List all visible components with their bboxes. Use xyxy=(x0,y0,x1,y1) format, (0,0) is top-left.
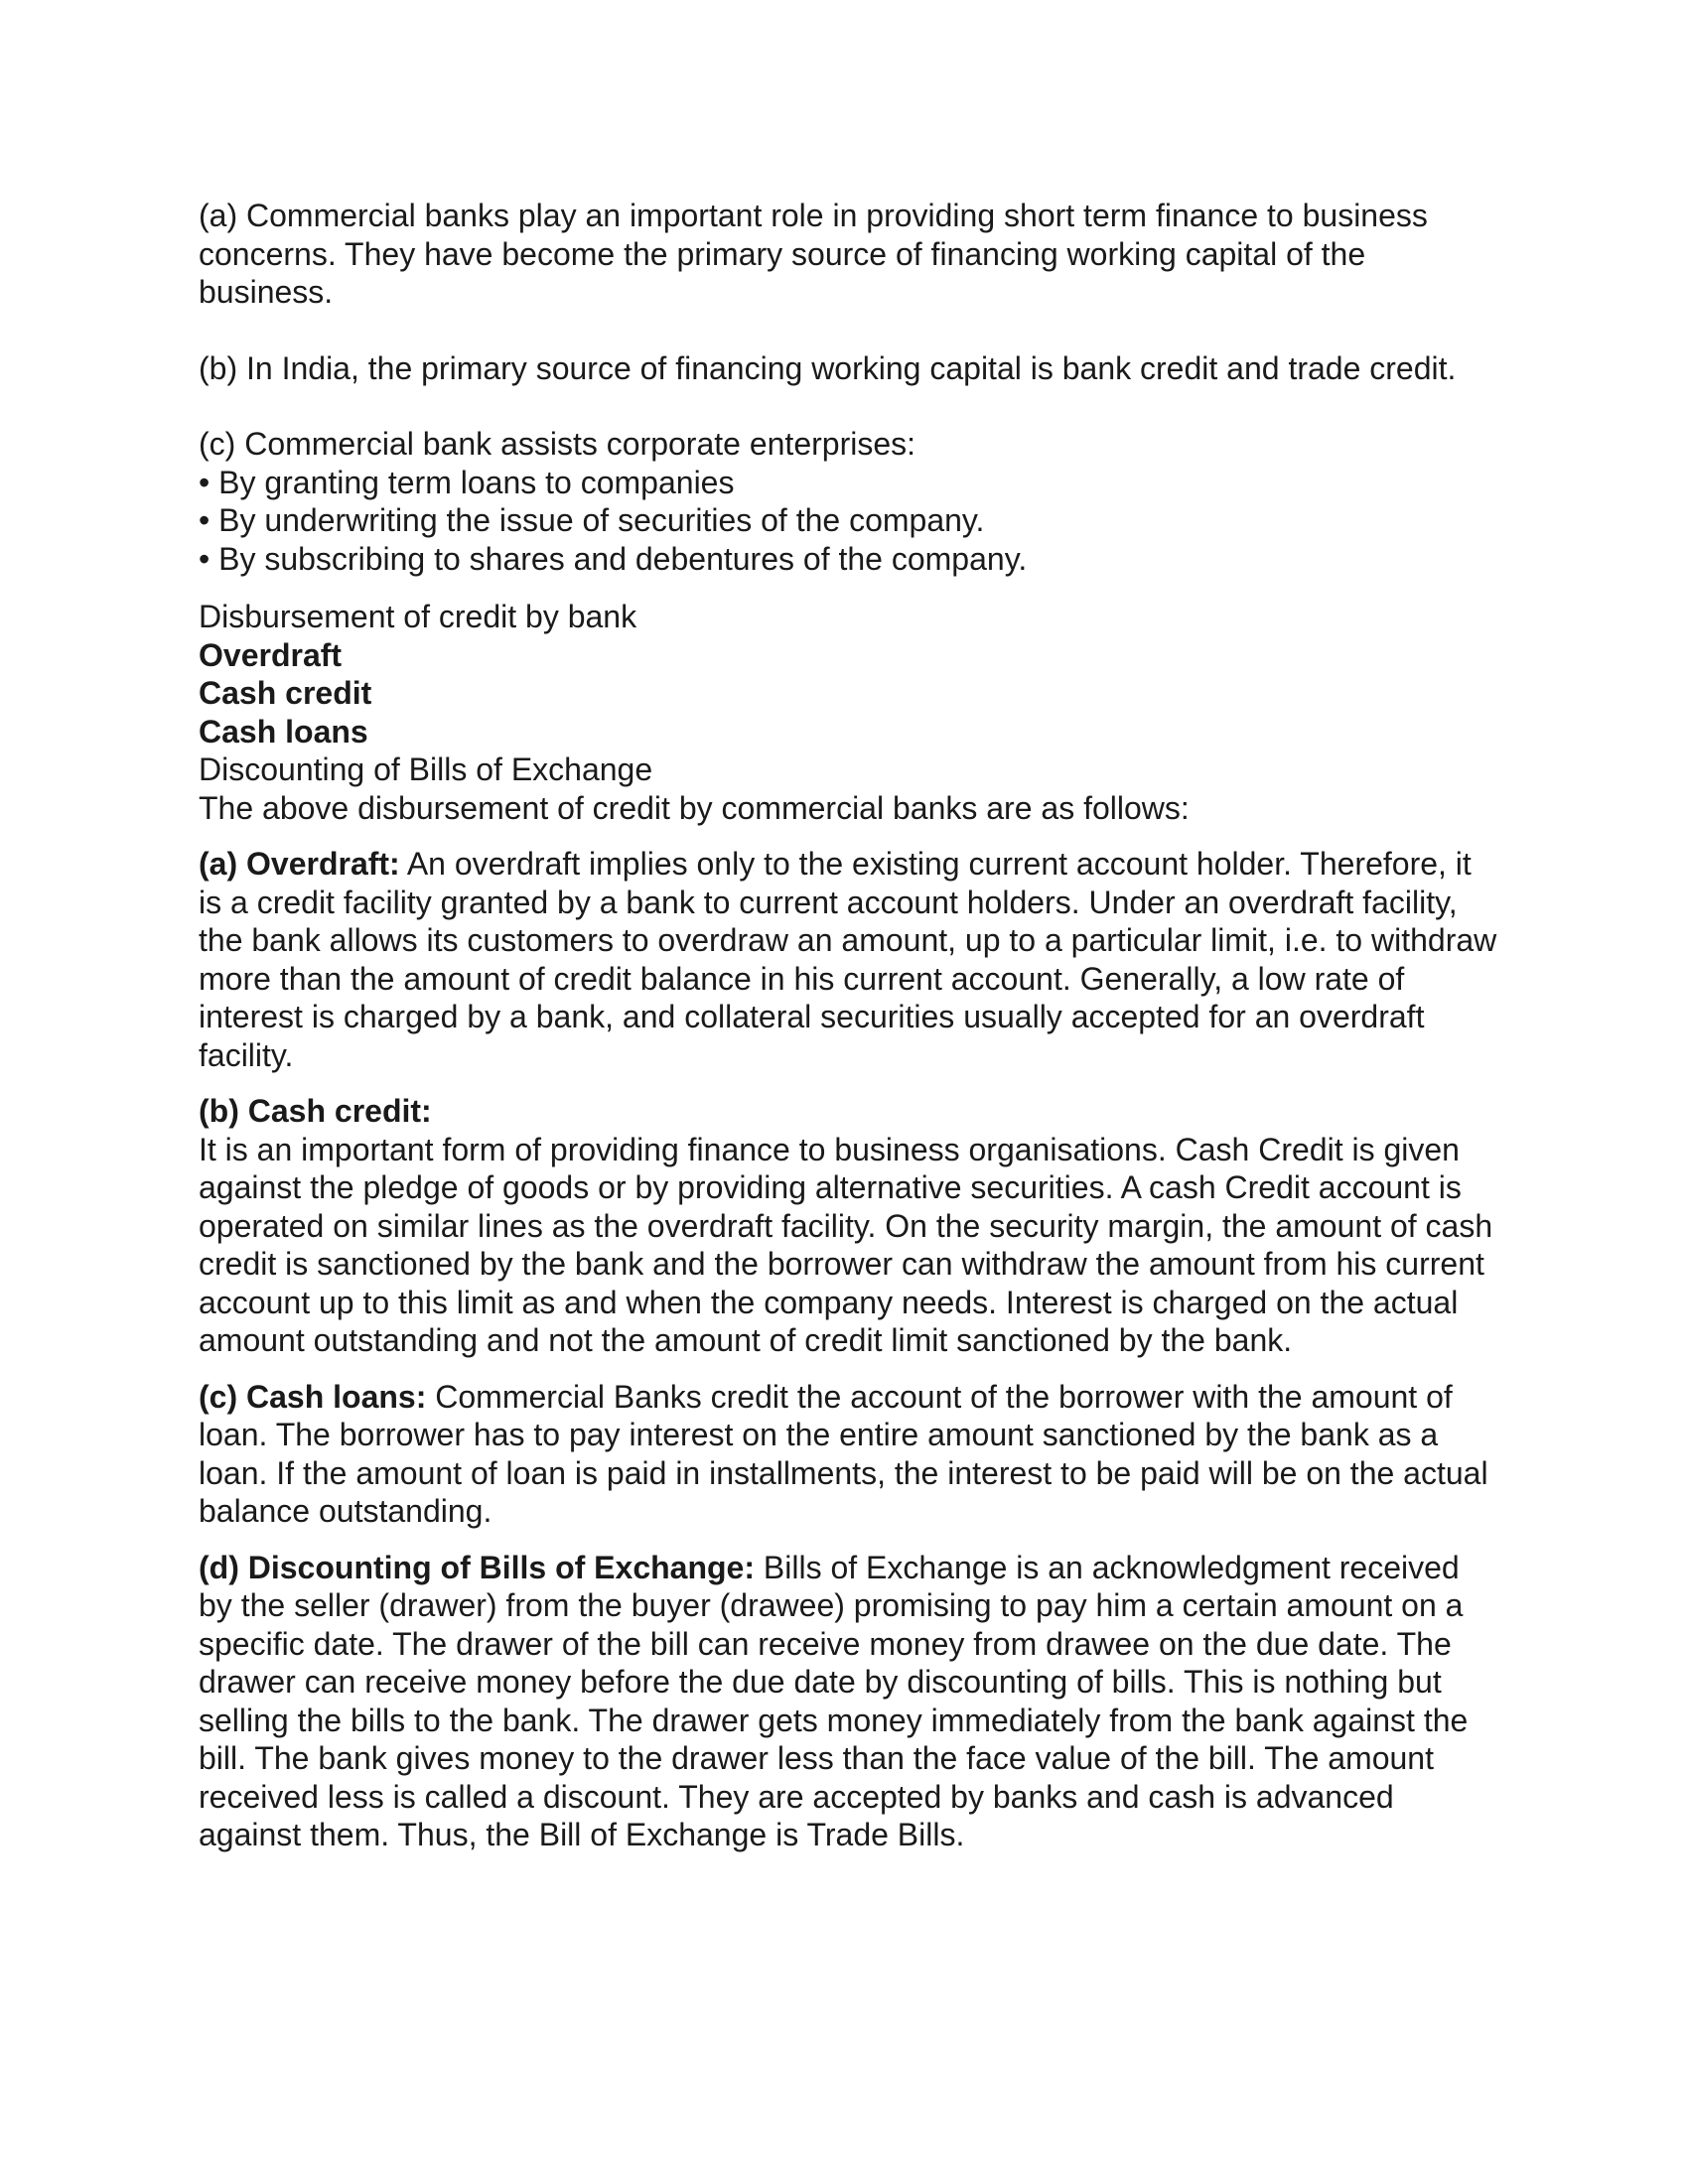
section-cash-loans xyxy=(199,1378,1499,1531)
disbursement-item-cash-loans: Cash loans xyxy=(199,713,368,750)
section-body: Bills of Exchange is an acknowledgment received by the seller (drawer) from the buyer (drawee) promising to pay him a certain amount on a specific date. The drawer of the bill can receive money from drawee on the due date. The drawer can receive money before the due date by discounting of bills. This is nothing but selling the bills to the bank. The drawer gets money immediately from the bank against the bill. The bank gives money to the drawer less than the face value of the bill. The amount received less is called a discount. They are accepted by banks and cash is advanced against them. Thus, the Bill of Exchange is Trade Bills. xyxy=(199,1549,1469,1852)
disbursement-summary: The above disbursement of credit by commercial banks are as follows: xyxy=(199,789,1190,826)
section-body: It is an important form of providing finance to business organisations. Cash Credit is given against the pledge of goods or by providing alternative securities. A cash Credit account is operated on similar lines as the overdraft facility. On the security margin, the amount of cash credit is sanctioned by the bank and the borrower can withdraw the amount from his current account up to this limit as and when the company needs. Interest is charged on the actual amount outstanding and not the amount of credit limit sanctioned by the bank. xyxy=(199,1131,1493,1358)
bullet-list xyxy=(199,464,1499,579)
section-title: (c) Cash loans: xyxy=(199,1378,427,1415)
section-body: Commercial Banks credit the account of the borrower with the amount of loan. The borrower has to pay interest on the entire amount sanctioned by the bank as a loan. If the amount of loan is paid in installments, the interest to be paid will be on the actual balance outstanding. xyxy=(199,1378,1488,1529)
intro-paragraph-b: (b) In India, the primary source of financing working capital is bank credit and trade credit. xyxy=(199,349,1457,386)
list-item: • By subscribing to shares and debentures of the company. xyxy=(199,540,1499,579)
list-item: • By underwriting the issue of securities of the company. xyxy=(199,501,1499,540)
disbursement-item-cash-credit: Cash credit xyxy=(199,675,372,711)
section-cash-credit xyxy=(199,1092,1499,1360)
section-title: (d) Discounting of Bills of Exchange: xyxy=(199,1549,755,1585)
disbursement-item-discounting: Discounting of Bills of Exchange xyxy=(199,751,653,787)
disbursement-block xyxy=(199,598,1499,827)
disbursement-item-overdraft: Overdraft xyxy=(199,636,343,673)
list-item: • By granting term loans to companies xyxy=(199,464,1499,502)
section-title: (b) Cash credit: xyxy=(199,1093,432,1129)
section-body: An overdraft implies only to the existing current account holder. Therefore, it is a credit facility granted by a bank to current account holders. Under an overdraft facility, the bank allows its customers to overdraw an amount, up to a particular limit, i.e. to withdraw more than the amount of credit balance in his current account. Generally, a low rate of interest is charged by a bank, and collateral securities usually accepted for an overdraft facility. xyxy=(199,846,1497,1073)
disbursement-heading: Disbursement of credit by bank xyxy=(199,599,637,634)
intro-paragraph-a: (a) Commercial banks play an important role in providing short term finance to business concerns. They have become the primary source of financing working capital of the business. xyxy=(199,198,1428,310)
section-title: (a) Overdraft: xyxy=(199,846,400,882)
section-overdraft xyxy=(199,845,1499,1074)
intro-paragraph-c xyxy=(199,425,1499,578)
document-page xyxy=(199,197,1499,1854)
intro-c-lead: (c) Commercial bank assists corporate enterprises: xyxy=(199,426,916,462)
section-discounting xyxy=(199,1549,1499,1854)
